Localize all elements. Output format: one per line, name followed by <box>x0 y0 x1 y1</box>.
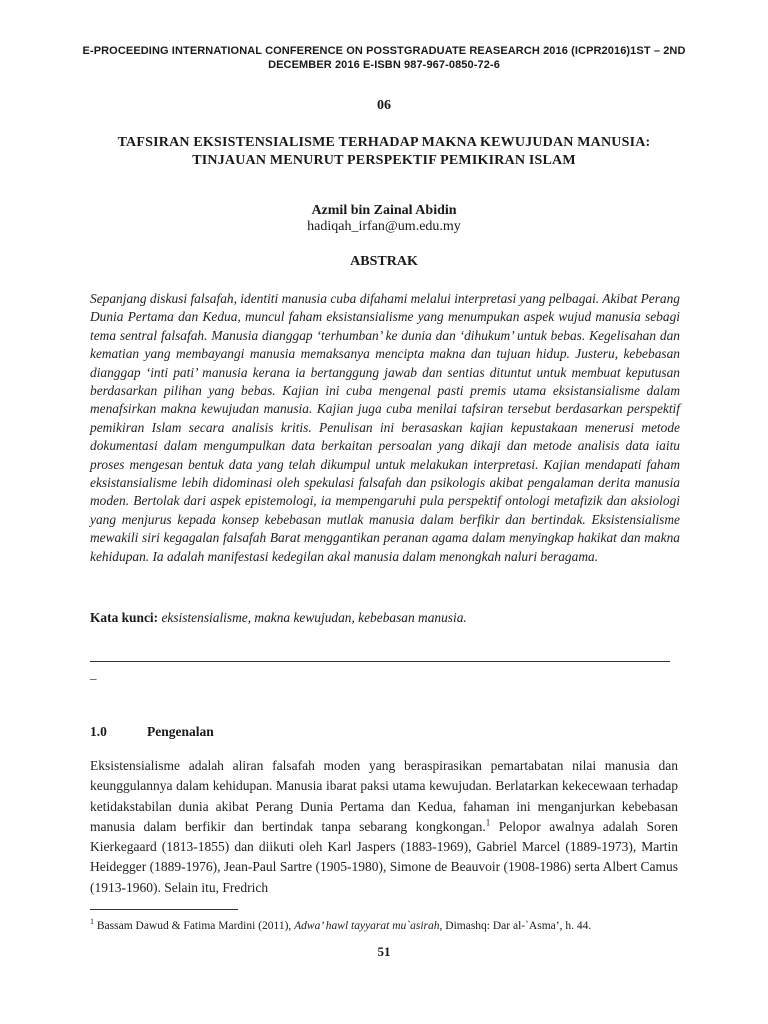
paper-title <box>80 134 688 170</box>
footnote-number: 1 <box>90 917 94 926</box>
chapter-number: 06 <box>377 98 391 113</box>
keywords <box>90 610 690 626</box>
footnote-text-before: Bassam Dawud & Fatima Mardini (2011), <box>94 919 295 932</box>
conference-header <box>80 44 688 72</box>
paragraph-part-2: Pelopor awalnya adalah Soren Kierkegaard (1813-1855) dan diikuti oleh Karl Jaspers (1883-1969), Gabriel Marcel (1889-1973), Martin Heidegger (1889-1976), Jean-Paul Sartre (1905-1980), Simone de Beauvoir (1908-1986) serta Albert Camus (1913-1960). Selain itu, Fredrich <box>90 818 678 895</box>
header-line-2: DECEMBER 2016 E-ISBN 987-967-0850-72-6 <box>268 59 500 71</box>
page-number: 51 <box>377 944 391 959</box>
footnote-text-after: , Dimashq: Dar al-`Asma’, h. 44. <box>439 919 592 932</box>
paragraph-part-1: Eksistensialisme adalah aliran falsafah moden yang beraspirasikan pemartabatan nilai manusia dan keunggulannya dalam kehidupan. Manusia ibarat paksi utama kewujudan. Berlatarkan kekecewaan terhadap ketidakstabilan dunia akibat Perang Dunia Pertama dan Kedua, fahaman ini menganjurkan kebebasan manusia dalam berfikir dan bertindak tanpa sebarang kongkongan. <box>90 758 678 834</box>
abstract-text: Sepanjang diskusi falsafah, identiti manusia cuba difahami melalui interpretasi yang pelbagai. Akibat Perang Dunia Pertama dan Kedua, muncul faham eksistansialisme yang menumpukan aspek wujud manusia sebagi tema sentral falsafah. Manusia dianggap ‘terhumban’ ke dunia dan ‘dihukum’ untuk bebas. Kegelisahan dan kematian yang membayangi manusia memaksanya mencipta makna dan tujuan hidup. Justeru, kebebasan dianggap ‘inti pati’ manusia kerana ia bertanggung jawab dan sentias dituntut untuk membuat keputusan berdasarkan pilihan yang bebas. Kajian ini cuba mengenal pasti premis utama eksistansialisme dalam menafsirkan makna kewujudan manusia. Kajian juga cuba menilai tafsiran tersebut berdasarkan perspektif pemikiran Islam secara analisis kritis. Penulisan ini berasaskan kajian kepustakaan menerusi metode dokumentasi dalam mengumpulkan data berkaitan persoalan yang dikaji dan metode analisis data iaitu proses mengesan bentuk data yang telah dikumpul untuk melakukan interpretasi. Kajian mendapati faham eksistansialisme lebih didominasi oleh spekulasi falsafah dan psikologis akibat pengalaman derita manusia moden. Bertolak dari aspek epistemologi, ia mempengaruhi pula perspektif ontologi metafizik dan aksiologi yang menjurus kepada konsep kebebasan mutlak manusia dalam berfikir dan bertindak. Eksistensialisme mewakili siri kegagalan falsafah Barat menggantikan peranan agama dalam menyingkap hakikat dan makna kehidupan. Ia adalah manifestasi kedegilan akal manusia dalam menongkah naluri beragama. <box>90 291 680 564</box>
author-email: hadiqah_irfan@um.edu.my <box>307 219 461 234</box>
footnote-book-title: Adwa’ hawl tayyarat mu`asirah <box>294 919 440 932</box>
separator-mark: _ <box>90 666 97 681</box>
footnote <box>90 915 690 933</box>
title-line-1: TAFSIRAN EKSISTENSIALISME TERHADAP MAKNA KEWUJUDAN MANUSIA: <box>117 135 651 150</box>
footnote-reference[interactable]: 1 <box>485 817 491 828</box>
author-name: Azmil bin Zainal Abidin <box>311 203 457 218</box>
header-line-1: E-PROCEEDING INTERNATIONAL CONFERENCE ON POSSTGRADUATE REASEARCH 2016 (ICPR2016)1ST – 2ND <box>82 45 686 57</box>
abstract-heading: ABSTRAK <box>350 254 418 269</box>
title-line-2: TINJAUAN MENURUT PERSPEKTIF PEMIKIRAN ISLAM <box>192 153 576 168</box>
footnote-divider <box>90 909 238 910</box>
keywords-label: Kata kunci: <box>90 610 159 625</box>
section-paragraph <box>90 756 678 898</box>
horizontal-rule <box>90 661 670 662</box>
section-number: 1.0 <box>90 724 107 739</box>
keywords-text: eksistensialisme, makna kewujudan, kebebasan manusia. <box>161 610 467 625</box>
section-title: Pengenalan <box>147 724 214 739</box>
